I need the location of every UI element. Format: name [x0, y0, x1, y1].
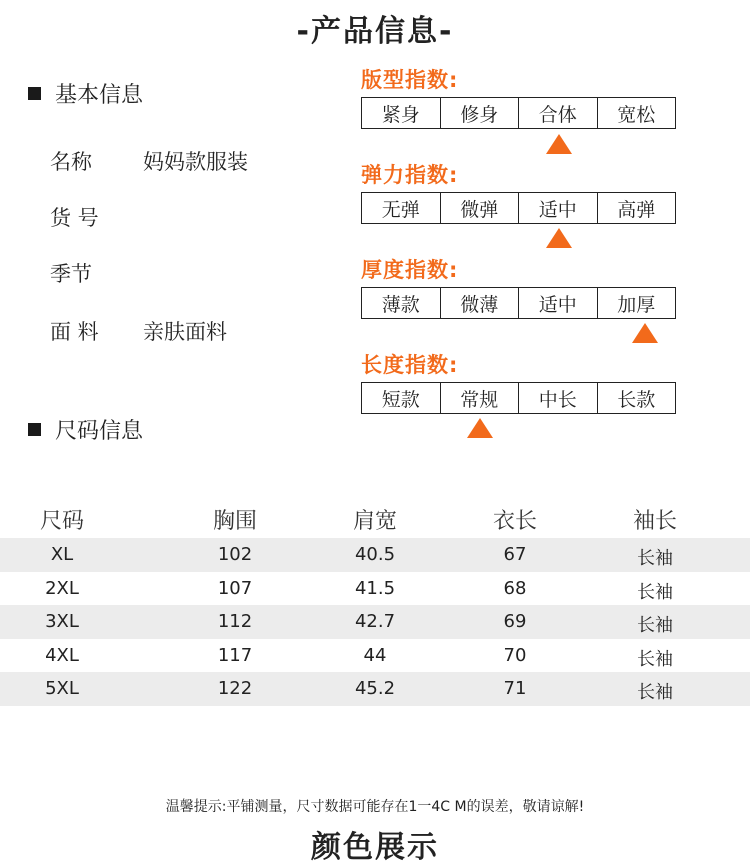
thickness-indicator-triangle-icon — [632, 323, 658, 343]
size-cell: 5XL — [45, 678, 79, 699]
shoulder-cell: 44 — [363, 645, 387, 666]
index-option: 短款 — [362, 383, 441, 413]
fit-index-scale — [361, 97, 676, 129]
length-cell: 67 — [503, 544, 527, 565]
index-option: 薄款 — [362, 288, 441, 318]
info-row-fabric — [0, 316, 340, 346]
index-option: 微弹 — [441, 193, 520, 223]
index-option: 宽松 — [617, 103, 656, 126]
info-label: 面 料 — [50, 320, 99, 344]
index-option: 长款 — [617, 388, 656, 411]
chest-cell: 102 — [217, 544, 253, 565]
square-bullet-icon — [28, 423, 41, 436]
chest-cell: 117 — [217, 645, 253, 666]
thickness-index-scale — [361, 287, 676, 319]
basic-info-heading — [28, 78, 143, 109]
measurement-tip: 温馨提示:平铺测量，尺寸数据可能存在1一4C M的误差，敬请谅解! — [165, 799, 585, 815]
chest-cell: 112 — [217, 611, 253, 632]
length-cell: 69 — [503, 611, 527, 632]
color-section-title: 颜色展示 — [311, 830, 439, 865]
length-cell: 70 — [503, 645, 527, 666]
elasticity-index-title: 弹力指数: — [361, 163, 459, 187]
index-option: 常规 — [441, 383, 520, 413]
sleeve-cell: 长袖 — [637, 615, 673, 636]
fit-indicator-triangle-icon — [546, 134, 572, 154]
index-option: 修身 — [441, 98, 520, 128]
size-table-header — [0, 504, 750, 534]
index-option: 适中 — [519, 193, 598, 223]
shoulder-cell: 41.5 — [354, 578, 396, 599]
info-value: 妈妈款服装 — [143, 150, 248, 174]
table-row — [0, 672, 750, 706]
index-option: 中长 — [519, 383, 598, 413]
table-row — [0, 605, 750, 639]
size-cell: 4XL — [45, 645, 79, 666]
length-cell: 68 — [503, 578, 527, 599]
thickness-index-title: 厚度指数: — [361, 258, 459, 282]
size-header-cell: 胸围 — [212, 509, 257, 534]
length-index-scale — [361, 382, 676, 414]
length-cell: 71 — [503, 678, 527, 699]
info-label: 货 号 — [50, 206, 99, 230]
size-header-cell: 肩宽 — [352, 509, 397, 534]
index-option: 高弹 — [617, 198, 656, 221]
index-option: 加厚 — [617, 293, 656, 316]
info-label: 季节 — [50, 262, 92, 286]
table-row — [0, 572, 750, 606]
sleeve-cell: 长袖 — [637, 548, 673, 569]
basic-info-heading-label: 基本信息 — [55, 83, 144, 108]
size-header-cell: 袖长 — [632, 509, 677, 534]
shoulder-cell: 45.2 — [354, 678, 396, 699]
square-bullet-icon — [28, 87, 41, 100]
size-cell: 3XL — [45, 611, 79, 632]
shoulder-cell: 40.5 — [354, 544, 396, 565]
size-cell: 2XL — [45, 578, 79, 599]
elasticity-indicator-triangle-icon — [546, 228, 572, 248]
index-option: 合体 — [519, 98, 598, 128]
info-value: 亲肤面料 — [143, 320, 227, 344]
elasticity-index-scale — [361, 192, 676, 224]
page-title: -产品信息- — [296, 14, 454, 49]
sleeve-cell: 长袖 — [637, 682, 673, 703]
chest-cell: 122 — [217, 678, 253, 699]
table-row — [0, 639, 750, 673]
length-index-title: 长度指数: — [361, 353, 459, 377]
fit-index-title: 版型指数: — [361, 68, 459, 92]
chest-cell: 107 — [217, 578, 253, 599]
size-info-heading-label: 尺码信息 — [55, 419, 144, 444]
index-option: 适中 — [519, 288, 598, 318]
sleeve-cell: 长袖 — [637, 649, 673, 670]
index-option: 微薄 — [441, 288, 520, 318]
info-row-name — [0, 146, 340, 176]
length-indicator-triangle-icon — [467, 418, 493, 438]
sleeve-cell: 长袖 — [637, 582, 673, 603]
size-header-cell: 尺码 — [39, 509, 84, 534]
size-info-heading — [28, 414, 143, 445]
size-cell: XL — [50, 544, 74, 565]
size-header-cell: 衣长 — [492, 509, 537, 534]
info-row-sku — [0, 202, 340, 232]
index-option: 紧身 — [362, 98, 441, 128]
index-option: 无弹 — [362, 193, 441, 223]
info-row-season — [0, 258, 340, 288]
shoulder-cell: 42.7 — [354, 611, 396, 632]
table-row — [0, 538, 750, 572]
info-label: 名称 — [50, 150, 92, 174]
